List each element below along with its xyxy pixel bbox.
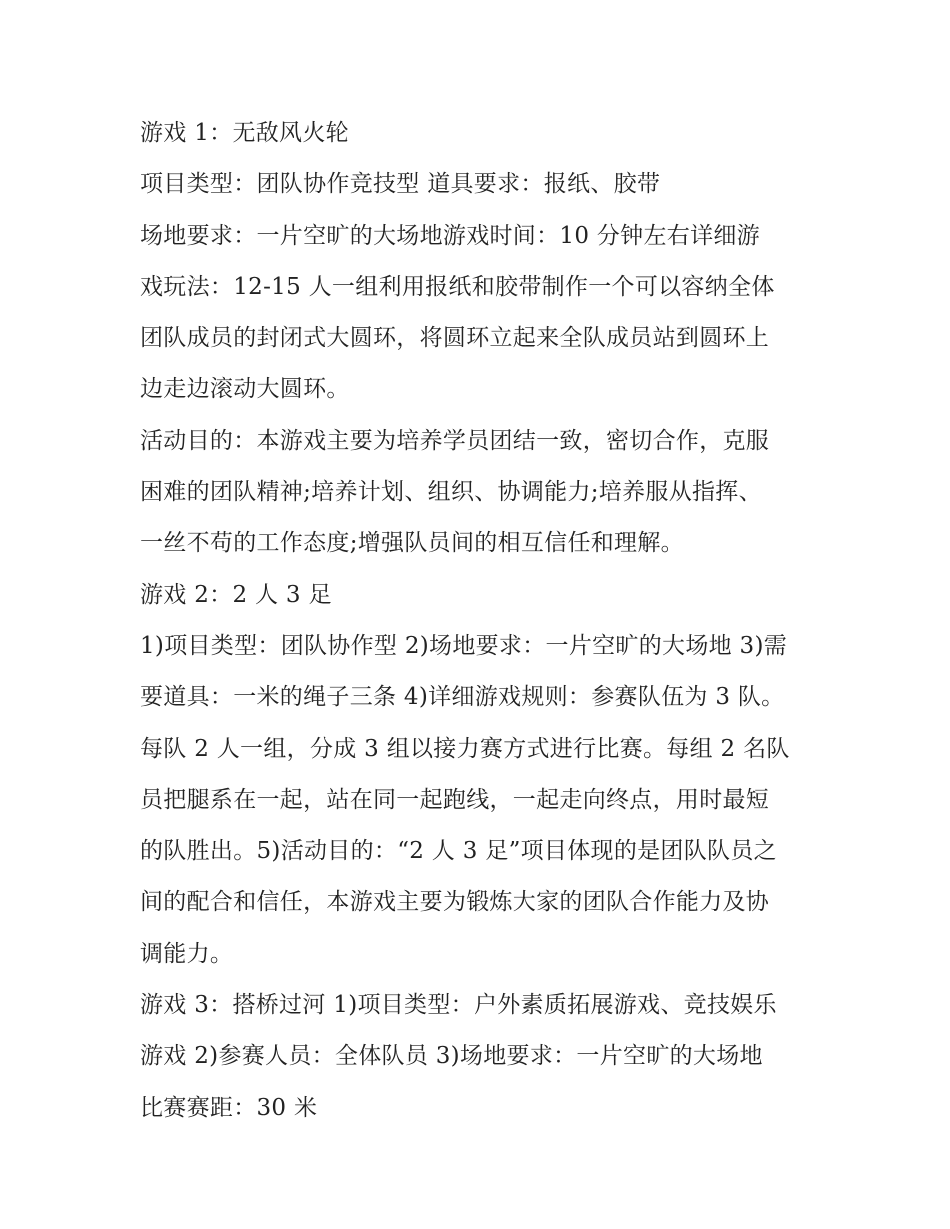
game-2-details-line: 1)项目类型：团队协作型 2)场地要求：一片空旷的大场地 3)需 [140, 632, 788, 659]
game-3-title-line: 游戏 3：搭桥过河 1)项目类型：户外素质拓展游戏、竞技娱乐 [140, 992, 777, 1019]
game-1-purpose-line: 困难的团队精神;培养计划、组织、协调能力;培养服从指挥、 [140, 479, 762, 506]
game-1-purpose-line: 一丝不苟的工作态度;增强队员间的相互信任和理解。 [140, 530, 684, 557]
game-1-rules-line: 边走边滚动大圆环。 [140, 376, 350, 403]
game-1-venue-line: 场地要求：一片空旷的大场地游戏时间：10 分钟左右详细游 [140, 222, 760, 249]
game-2-details-line: 每队 2 人一组，分成 3 组以接力赛方式进行比赛。每组 2 名队 [140, 735, 790, 762]
document-body [140, 108, 820, 1134]
game-2-title: 游戏 2：2 人 3 足 [140, 581, 332, 608]
game-2-purpose-line: 调能力。 [140, 940, 234, 967]
game-1-title: 游戏 1：无敌风火轮 [140, 120, 349, 146]
game-1-rules-line: 团队成员的封闭式大圆环，将圆环立起来全队成员站到圆环上 [140, 325, 770, 352]
game-3-distance-line: 比赛赛距：30 米 [140, 1094, 318, 1121]
game-2-details-line: 要道具：一米的绳子三条 4)详细游戏规则：参赛队伍为 3 队。 [140, 684, 785, 711]
game-1-type-line: 项目类型：团队协作竞技型 道具要求：报纸、胶带 [140, 171, 661, 198]
game-2-purpose-line: 间的配合和信任，本游戏主要为锻炼大家的团队合作能力及协 [140, 889, 770, 916]
game-1-purpose-line: 活动目的：本游戏主要为培养学员团结一致，密切合作，克服 [140, 427, 770, 454]
game-2-details-line: 员把腿系在一起，站在同一起跑线，一起走向终点，用时最短 [140, 786, 770, 813]
game-2-purpose-line: 的队胜出。5)活动目的：“2 人 3 足”项目体现的是团队队员之 [140, 838, 777, 865]
game-1-rules-line: 戏玩法：12-15 人一组利用报纸和胶带制作一个可以容纳全体 [140, 273, 775, 300]
game-3-details-line: 游戏 2)参赛人员：全体队员 3)场地要求：一片空旷的大场地 [140, 1043, 763, 1070]
